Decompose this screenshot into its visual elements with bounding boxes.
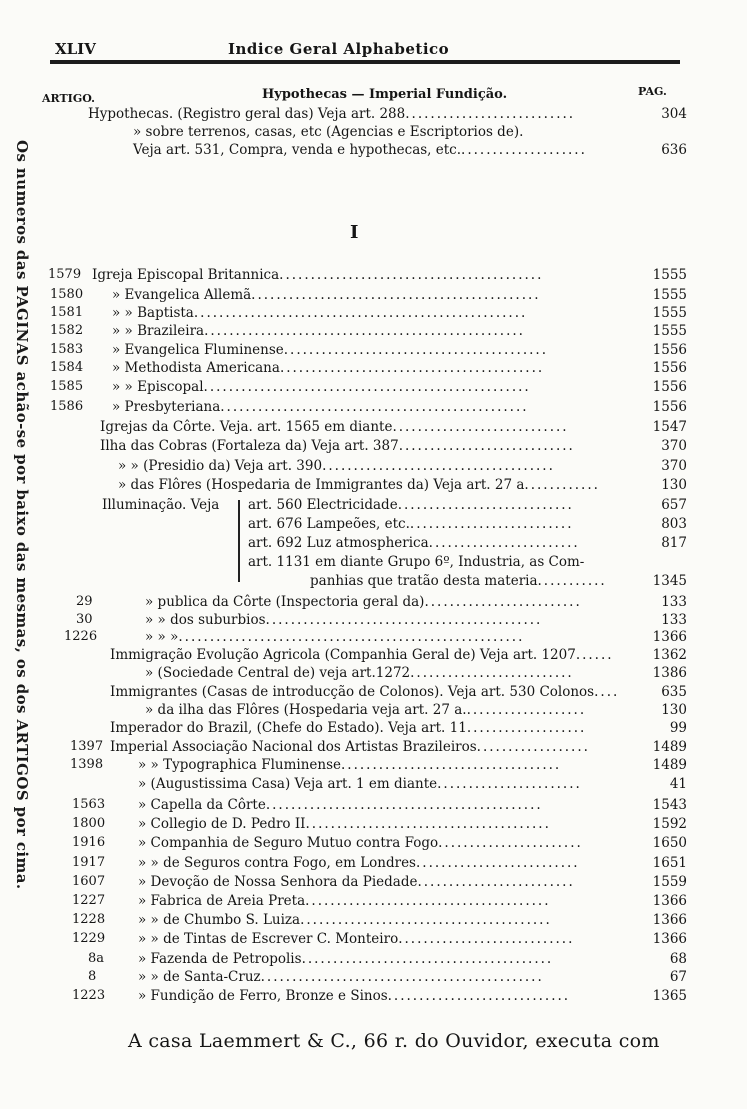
dot-leader: ................... xyxy=(466,702,587,718)
entry-text: Veja art. 531, Compra, venda e hypothecas, etc..................... xyxy=(133,142,587,158)
entry-page-number: 1556 xyxy=(652,379,687,395)
dot-leader: ...... xyxy=(575,647,614,663)
entry-text: Immigração Evolução Agricola (Companhia Geral de) Veja art. 1207...... xyxy=(110,647,614,663)
brace-bracket xyxy=(238,500,244,582)
entry-text: » » Typographica Fluminense................................... xyxy=(138,757,562,773)
entry-article-number: 29 xyxy=(76,594,93,609)
entry-text: » Devoção de Nossa Senhora da Piedade......................... xyxy=(138,874,575,890)
entry-text: Ilha das Cobras (Fortaleza da) Veja art. 387............................ xyxy=(100,438,575,454)
entry-article-number: 1586 xyxy=(50,399,84,414)
dot-leader: ................................................... xyxy=(204,323,525,339)
entry-article-number: 1397 xyxy=(70,739,104,754)
entry-page-number: 1651 xyxy=(652,855,687,871)
entry-article-number: 30 xyxy=(76,612,93,627)
entry-page-number: 1650 xyxy=(652,835,687,851)
entry-page-number: 130 xyxy=(661,702,687,718)
dot-leader: ............................. xyxy=(387,988,571,1004)
entry-text: » Evangelica Fluminense.......................................... xyxy=(112,342,548,358)
entry-text: panhias que tratão desta materia........... xyxy=(310,573,607,589)
entry-text: » Fundição de Ferro, Bronze e Sinos............................. xyxy=(138,988,571,1004)
dot-leader: ........................... xyxy=(405,106,576,122)
page-title: Indice Geral Alphabetico xyxy=(228,40,450,58)
entry-page-number: 1556 xyxy=(652,360,687,376)
entry-page-number: 1366 xyxy=(652,931,687,947)
entry-text: » Fabrica de Areia Preta....................................... xyxy=(138,893,551,909)
entry-page-number: 1556 xyxy=(652,342,687,358)
dot-leader: .......................................... xyxy=(283,342,548,358)
dot-leader: .......................................... xyxy=(279,360,545,376)
entry-text: » » Episcopal.................................................... xyxy=(112,379,531,395)
entry-article-number: 1800 xyxy=(72,816,106,831)
entry-text: » sobre terrenos, casas, etc (Agencias e Escriptorios de). xyxy=(133,124,524,140)
entry-text: » (Sociedade Central de) veja art.1272.......................... xyxy=(145,665,574,681)
dot-leader: .................... xyxy=(461,142,587,158)
entry-page-number: 1345 xyxy=(652,573,687,589)
entry-text: Immigrantes (Casas de introducção de Colonos). Veja art. 530 Colonos.... xyxy=(110,684,620,700)
dot-leader: .................................................... xyxy=(203,379,531,395)
column-artigo-label: ARTIGO. xyxy=(42,92,95,105)
entry-page-number: 1386 xyxy=(652,665,687,681)
dot-leader: .......................... xyxy=(410,665,574,681)
entry-article-number: 1580 xyxy=(50,287,84,302)
entry-page-number: 370 xyxy=(661,458,687,474)
entry-text: » Collegio de D. Pedro II....................................... xyxy=(138,816,551,832)
entry-text: Hypothecas. (Registro geral das) Veja art. 288........................... xyxy=(88,106,576,122)
entry-article-number: 1579 xyxy=(48,267,82,282)
dot-leader: .......................... xyxy=(416,855,580,871)
entry-page-number: 133 xyxy=(661,612,687,628)
dot-leader: ....................... xyxy=(438,835,583,851)
entry-text: art. 560 Electricidade............................ xyxy=(248,497,574,513)
entry-page-number: 304 xyxy=(661,106,687,122)
dot-leader: ............................ xyxy=(392,419,569,435)
entry-text: » Evangelica Allemã.............................................. xyxy=(112,287,541,303)
entry-text: » » de Santa-Cruz............................................. xyxy=(138,969,544,985)
entry-page-number: 370 xyxy=(661,438,687,454)
column-pag-label: PAG. xyxy=(638,85,667,98)
page-roman-numeral: XLIV xyxy=(55,40,96,58)
dot-leader: ........... xyxy=(537,573,607,589)
entry-page-number: 1555 xyxy=(652,267,687,283)
dot-leader: ........................ xyxy=(428,535,580,551)
entry-page-number: 99 xyxy=(669,720,687,736)
entry-page-number: 1547 xyxy=(652,419,687,435)
entry-page-number: 1555 xyxy=(652,305,687,321)
footer-advertisement: A casa Laemmert & C., 66 r. do Ouvidor, executa com xyxy=(128,1030,660,1052)
entry-article-number: 1917 xyxy=(72,855,106,870)
entry-article-number: 8 xyxy=(88,969,97,984)
entry-page-number: 1489 xyxy=(652,757,687,773)
entry-article-number: 1563 xyxy=(72,797,106,812)
entry-page-number: 635 xyxy=(661,684,687,700)
entry-article-number: 1229 xyxy=(72,931,106,946)
dot-leader: .... xyxy=(594,684,620,700)
dot-leader: ....................................................... xyxy=(178,629,525,645)
entry-article-number: 1226 xyxy=(64,629,98,644)
dot-leader: .......................................... xyxy=(279,267,544,283)
entry-page-number: 1592 xyxy=(652,816,687,832)
entry-text: » » dos suburbios............................................ xyxy=(145,612,543,628)
entry-text: » » de Chumbo S. Luiza........................................ xyxy=(138,912,552,928)
entry-text: Igreja Episcopal Britannica.......................................... xyxy=(92,267,544,283)
entry-article-number: 1582 xyxy=(50,323,84,338)
dot-leader: .......................... xyxy=(409,516,574,532)
entry-article-number: 1584 xyxy=(50,360,84,375)
entry-text: » Companhia de Seguro Mutuo contra Fogo....................... xyxy=(138,835,583,851)
dot-leader: ................................... xyxy=(341,757,562,773)
dot-leader: ............................ xyxy=(397,497,574,513)
entry-article-number: 1581 xyxy=(50,305,84,320)
entry-page-number: 1555 xyxy=(652,323,687,339)
entry-page-number: 817 xyxy=(661,535,687,551)
section-letter: I xyxy=(350,222,359,243)
dot-leader: ............................................ xyxy=(265,797,543,813)
entry-text: » das Flôres (Hospedaria de Immigrantes da) Veja art. 27 a............ xyxy=(118,477,600,493)
entry-text: » » Brazileira................................................... xyxy=(112,323,525,339)
vertical-margin-note: Os numeros das PAGINAS achão-se por baixo das mesmas, os dos ARTIGOS por cima. xyxy=(13,140,31,890)
dot-leader: ............................................. xyxy=(260,969,544,985)
entry-text: » » de Tintas de Escrever C. Monteiro............................ xyxy=(138,931,575,947)
entry-page-number: 1362 xyxy=(652,647,687,663)
entry-article-number: 1227 xyxy=(72,893,106,908)
entry-page-number: 67 xyxy=(669,969,687,985)
entry-page-number: 1559 xyxy=(652,874,687,890)
entry-text: » da ilha das Flôres (Hospedaria veja art. 27 a.................... xyxy=(145,702,587,718)
dot-leader: ............................ xyxy=(398,931,575,947)
dot-leader: ............................ xyxy=(398,438,575,454)
entry-page-number: 1489 xyxy=(652,739,687,755)
entry-page-number: 130 xyxy=(661,477,687,493)
dot-leader: .................. xyxy=(476,739,590,755)
page-range-title: Hypothecas — Imperial Fundição. xyxy=(262,87,508,102)
entry-text: Imperador do Brazil, (Chefe do Estado). Veja art. 11................... xyxy=(110,720,587,736)
entry-page-number: 41 xyxy=(669,776,687,792)
entry-page-number: 68 xyxy=(669,951,687,967)
entry-article-number: 8a xyxy=(88,951,105,966)
dot-leader: ......................... xyxy=(424,594,582,610)
entry-text: » » (Presidio da) Veja art. 390..................................... xyxy=(118,458,555,474)
entry-text: art. 692 Luz atmospherica........................ xyxy=(248,535,580,551)
entry-text: » Fazenda de Petropolis........................................ xyxy=(138,951,554,967)
dot-leader: .............................................. xyxy=(251,287,541,303)
entry-text: art. 1131 em diante Grupo 6º, Industria, as Com- xyxy=(248,554,585,570)
entry-text: Igrejas da Côrte. Veja. art. 1565 em diante............................ xyxy=(100,419,569,435)
entry-page-number: 1555 xyxy=(652,287,687,303)
entry-article-number: 1398 xyxy=(70,757,104,772)
entry-text: » » »....................................................... xyxy=(145,629,525,645)
entry-page-number: 803 xyxy=(661,516,687,532)
dot-leader: ................... xyxy=(466,720,587,736)
entry-article-number: 1607 xyxy=(72,874,106,889)
dot-leader: ........................................ xyxy=(301,951,554,967)
entry-page-number: 1365 xyxy=(652,988,687,1004)
entry-page-number: 1556 xyxy=(652,399,687,415)
entry-page-number: 1366 xyxy=(652,629,687,645)
header-rule xyxy=(50,60,680,64)
entry-text: » Methodista Americana.......................................... xyxy=(112,360,545,376)
dot-leader: ............................................ xyxy=(265,612,543,628)
entry-text: » Presbyteriana................................................. xyxy=(112,399,529,415)
entry-text: » (Augustissima Casa) Veja art. 1 em diante....................... xyxy=(138,776,582,792)
entry-text: Illuminação. Veja xyxy=(102,497,220,513)
entry-text: » » Baptista..................................................... xyxy=(112,305,528,321)
entry-text: » » de Seguros contra Fogo, em Londres.......................... xyxy=(138,855,580,871)
dot-leader: ....................... xyxy=(437,776,582,792)
entry-page-number: 657 xyxy=(661,497,687,513)
dot-leader: ....................................... xyxy=(305,816,551,832)
entry-page-number: 636 xyxy=(661,142,687,158)
entry-article-number: 1583 xyxy=(50,342,84,357)
entry-page-number: 133 xyxy=(661,594,687,610)
entry-article-number: 1585 xyxy=(50,379,84,394)
entry-article-number: 1916 xyxy=(72,835,106,850)
entry-text: » Capella da Côrte............................................ xyxy=(138,797,543,813)
dot-leader: ..................................................... xyxy=(193,305,528,321)
dot-leader: ........................................ xyxy=(300,912,552,928)
entry-article-number: 1228 xyxy=(72,912,106,927)
entry-page-number: 1366 xyxy=(652,912,687,928)
dot-leader: ......................... xyxy=(417,874,575,890)
dot-leader: ................................................. xyxy=(220,399,529,415)
entry-article-number: 1223 xyxy=(72,988,106,1003)
entry-text: art. 676 Lampeões, etc........................... xyxy=(248,516,574,532)
entry-text: » publica da Côrte (Inspectoria geral da)......................... xyxy=(145,594,582,610)
entry-page-number: 1543 xyxy=(652,797,687,813)
dot-leader: ..................................... xyxy=(322,458,555,474)
entry-page-number: 1366 xyxy=(652,893,687,909)
dot-leader: ....................................... xyxy=(305,893,551,909)
entry-text: Imperial Associação Nacional dos Artistas Brazileiros.................. xyxy=(110,739,590,755)
dot-leader: ............ xyxy=(524,477,600,493)
